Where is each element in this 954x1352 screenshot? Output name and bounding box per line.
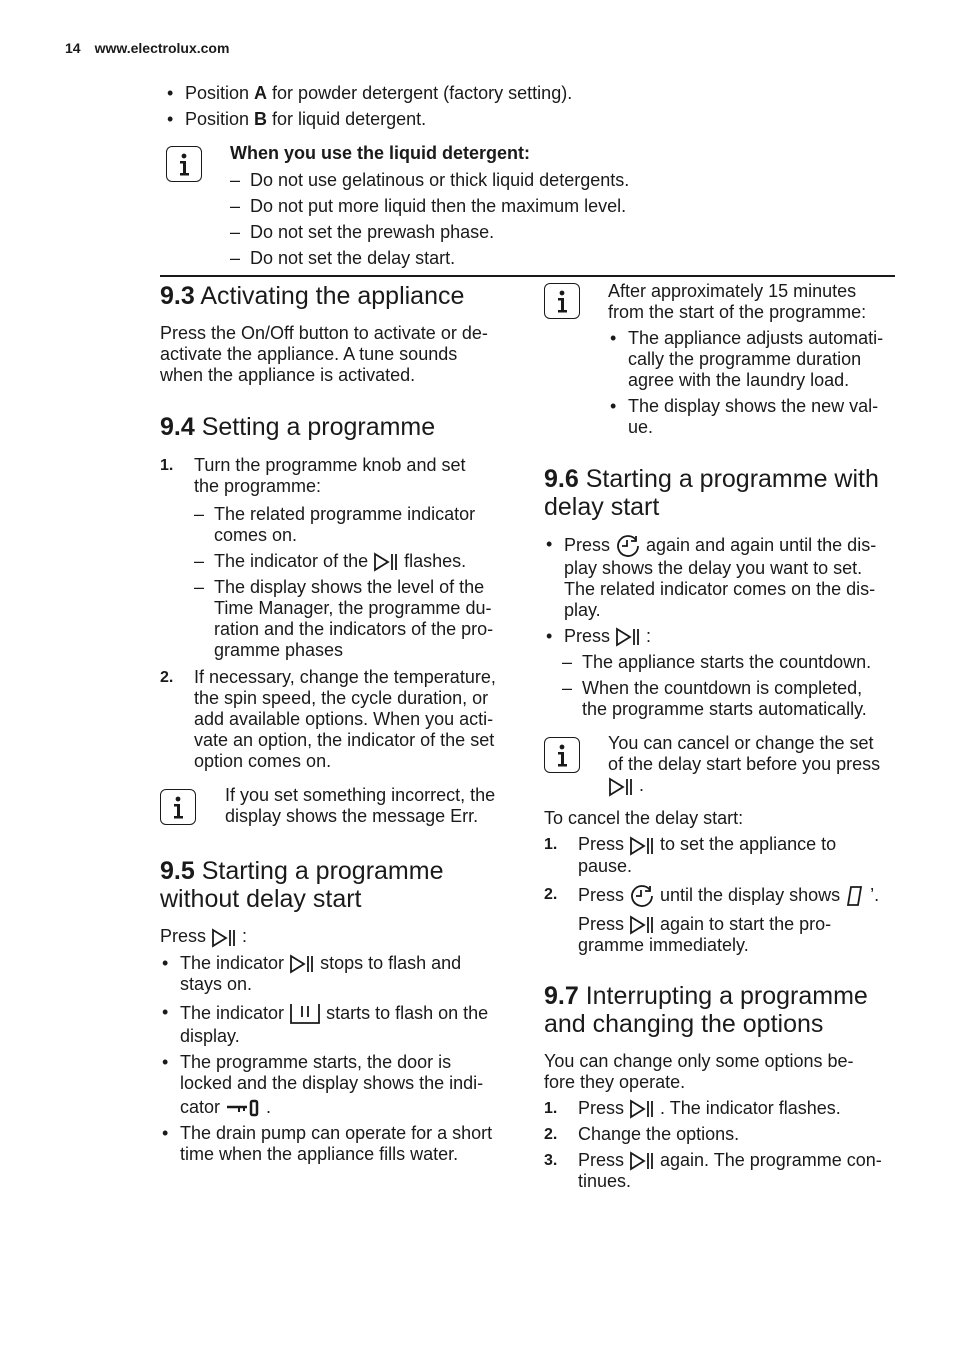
list-item: – Do not use gelatinous or thick liquid detergents. — [230, 170, 890, 191]
list-item: • Press again and again until the dis- play shows the delay you want to set. The related indicator comes on the dis- play. — [544, 534, 899, 621]
info-icon — [166, 146, 202, 182]
list-item: • The drain pump can operate for a short time when the appliance fills water. — [160, 1123, 515, 1165]
list-item: – The indicator of the flashes. — [194, 551, 515, 572]
display-zero-icon — [845, 885, 865, 907]
paragraph: You can change only some options be- fore they operate. — [544, 1050, 854, 1092]
list-item: 3. Press again. The programme con- tinues. — [544, 1150, 882, 1192]
info-icon — [544, 283, 580, 319]
section-heading-9-3: 9.3 Activating the appliance — [160, 282, 465, 310]
list-item: – The related programme indicator comes on. — [194, 504, 515, 546]
delay-start-icon — [629, 884, 655, 908]
list-item: • Position A for powder detergent (factory setting). — [165, 83, 885, 104]
detergent-positions — [165, 83, 885, 130]
start-pause-icon — [608, 777, 634, 797]
list-item: • The indicator starts to flash on the display. — [160, 1002, 515, 1047]
right-column — [544, 465, 899, 1192]
note-title: When you use the liquid detergent: — [230, 143, 531, 163]
list-item: – Do not set the delay start. — [230, 248, 890, 269]
list-item: 2. If necessary, change the temperature, the spin speed, the cycle duration, or add available options. When you acti- vate an option, the indicator of the set option comes on. — [160, 667, 496, 772]
info-icon — [544, 737, 580, 773]
list-item: • The display shows the new val- ue. — [608, 396, 898, 438]
left-column — [160, 282, 515, 1165]
list-item: • The programme starts, the door is locked and the display shows the indi- cator . — [160, 1052, 515, 1118]
list-item: – Do not set the prewash phase. — [230, 222, 890, 243]
list-item: 2. Change the options. — [544, 1124, 740, 1144]
error-note: If you set something incorrect, the display shows the message Err. — [160, 785, 515, 835]
list-item: – Do not put more liquid then the maximum level. — [230, 196, 890, 217]
list-item: 1. Turn the programme knob and set the programme: – The related programme indicator comes on. – The indicator of the flashes. – The display shows the level of the Time Manager, the programme du- ration and the indicators of the pro- gramme phases — [160, 455, 515, 661]
page-number: 14 — [65, 40, 81, 56]
list-item: – The display shows the level of the Time Manager, the programme du- ration and the indicators of the pro- gramme phases — [194, 577, 515, 661]
section-heading-9-7: 9.7 Interrupting a programme and changing the options — [544, 981, 868, 1038]
list-item: • Press : — [544, 626, 899, 647]
list-item: 2. Press until the display shows ’. Press again to start the pro- gramme immediately. — [544, 884, 880, 955]
start-pause-icon — [629, 1151, 655, 1171]
section-heading-9-4: 9.4 Setting a programme — [160, 413, 436, 441]
section-heading-9-6: 9.6 Starting a programme with delay start — [544, 465, 879, 521]
paragraph: To cancel the delay start: — [544, 808, 744, 829]
liquid-detergent-note — [230, 143, 890, 269]
start-pause-icon — [629, 915, 655, 935]
door-lock-indicator-icon — [289, 1002, 321, 1026]
cancel-delay-note: You can cancel or change the set of the delay start before you press . — [544, 733, 899, 801]
info-icon — [160, 789, 196, 825]
start-pause-icon — [211, 928, 237, 948]
start-pause-icon — [289, 954, 315, 974]
start-pause-icon — [629, 836, 655, 856]
list-item: 1. Press . The indicator flashes. — [544, 1097, 841, 1118]
section-divider — [160, 275, 895, 277]
start-pause-icon — [373, 552, 399, 572]
website-link[interactable]: www.electrolux.com — [94, 40, 230, 56]
page-header — [65, 38, 229, 59]
list-item: – The appliance starts the countdown. — [562, 652, 899, 673]
list-item: – When the countdown is completed, the programme starts automatically. — [562, 678, 899, 720]
delay-start-icon — [615, 534, 641, 558]
paragraph: Press : — [160, 926, 248, 947]
section-heading-9-5: 9.5 Starting a programme without delay start — [160, 857, 444, 914]
paragraph: Press the On/Off button to activate or de- activate the appliance. A tune sounds when the appliance is activated. — [160, 323, 488, 385]
start-pause-icon — [615, 627, 641, 647]
list-item: • The appliance adjusts automati- cally the programme duration agree with the laundry load. — [608, 328, 898, 391]
list-item: 1. Press to set the appliance to pause. — [544, 834, 837, 876]
list-item: • Position B for liquid detergent. — [165, 109, 885, 130]
list-item: • The indicator stops to flash and stays on. — [160, 953, 515, 995]
key-lock-icon — [225, 1099, 261, 1117]
auto-duration-note: After approximately 15 minutes from the start of the programme: • The appliance adjusts automati- cally the programme duration agree with the laundry load. • The display shows the new val- ue. — [608, 281, 898, 438]
start-pause-icon — [629, 1099, 655, 1119]
